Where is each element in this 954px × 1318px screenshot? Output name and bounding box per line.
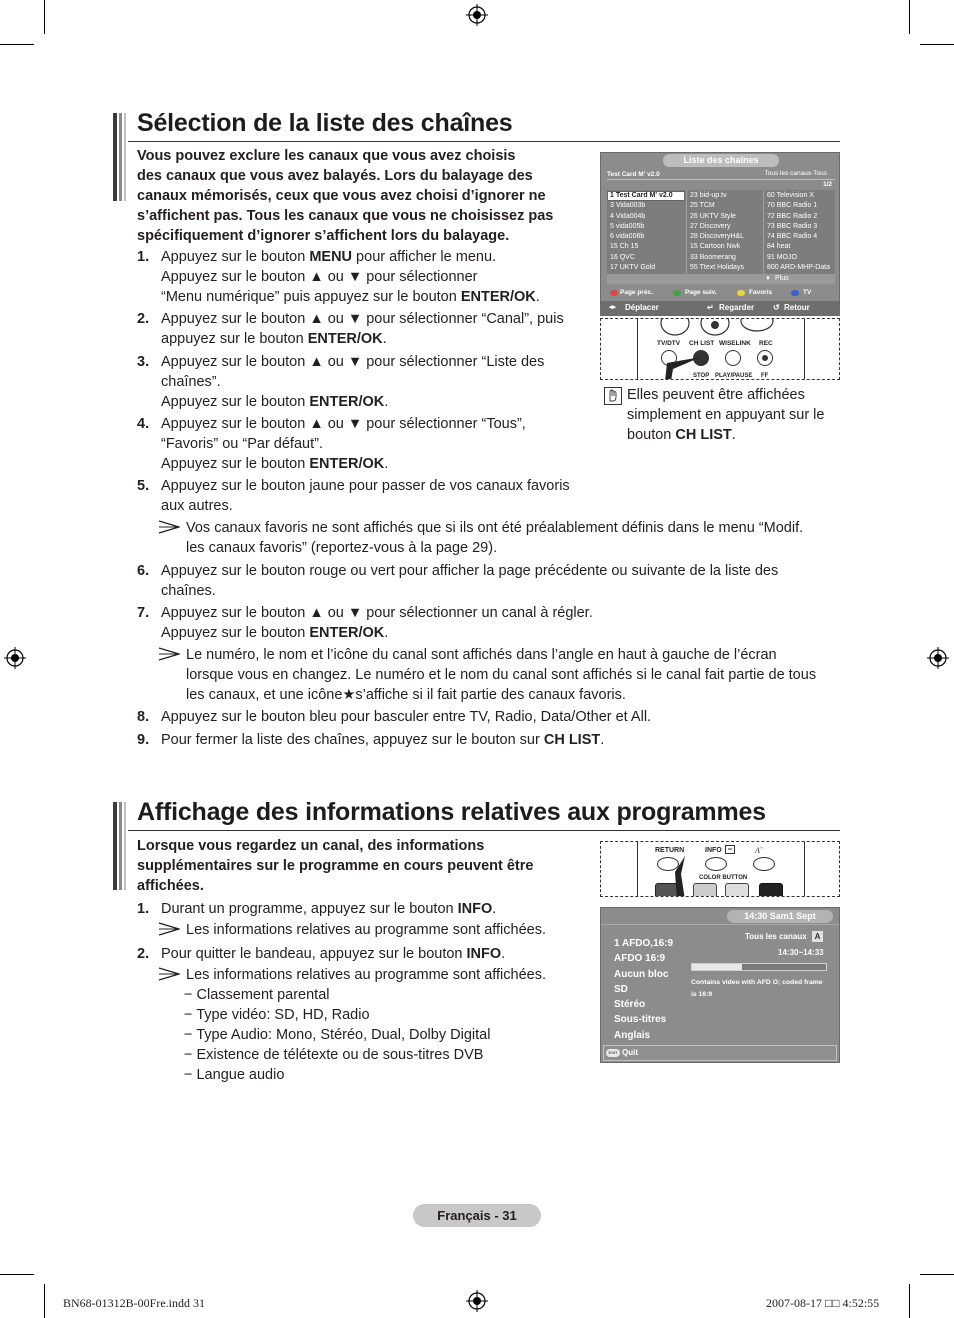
intro-line: des canaux que vous avez balayés. Lors du balayage des	[137, 168, 533, 184]
column-divider	[686, 190, 687, 274]
channel-item[interactable]: 3 Vida003b	[610, 202, 646, 210]
channel-item[interactable]: 28 DiscoveryH&L	[690, 233, 745, 241]
section-rule	[128, 141, 840, 142]
color-key-label: Page suiv.	[685, 289, 717, 296]
channel-item[interactable]: 26 UKTV Style	[690, 212, 736, 220]
step-text: .	[535, 289, 540, 305]
detail-line: AFDO 16:9	[614, 953, 666, 965]
program-progress-track	[691, 963, 827, 971]
section-intro	[137, 836, 533, 896]
banner-footer	[603, 1045, 837, 1061]
note-text: Les informations relatives au programme sont affichées.	[186, 967, 546, 983]
banner-time-slot: 14:30~14:33	[778, 948, 824, 957]
side-note-text: simplement en appuyant sur le	[627, 407, 825, 423]
intro-line: affichées.	[137, 878, 204, 894]
step-text: .	[501, 946, 506, 962]
step-text: .	[384, 456, 389, 472]
nav-bar	[601, 301, 839, 315]
channel-item[interactable]: 91 MOJO	[767, 253, 797, 261]
remote-body-edge	[804, 841, 805, 897]
section-marker-bars	[113, 802, 127, 890]
side-note-text: bouton	[627, 427, 676, 443]
intro-line: s’affichent pas. Tous les canaux que vous ne choisissez pas	[137, 208, 554, 224]
note-arrow-icon	[158, 966, 180, 982]
banner-list-mode: Tous les canaux	[745, 932, 807, 941]
remote-label: COLOR BUTTON	[699, 875, 748, 881]
intro-line: Vous pouvez exclure les canaux que vous avez choisis	[137, 148, 516, 164]
list-item: − Langue audio	[184, 1067, 285, 1083]
channel-item[interactable]: 15 Ch 15	[610, 243, 639, 251]
crop-mark	[0, 1274, 34, 1275]
pointing-hand-icon	[673, 856, 693, 897]
channel-item[interactable]: 55 Ttext Holidays	[690, 264, 744, 272]
anynet-button[interactable]	[753, 857, 775, 871]
note-text: les canaux, et une icône★s’affiche si il fait partie des canaux favoris.	[186, 687, 626, 703]
channel-item[interactable]: 72 BBC Radio 2	[767, 212, 818, 220]
crop-mark	[920, 1274, 954, 1275]
green-color-button[interactable]	[693, 883, 717, 897]
yellow-key-icon	[737, 290, 745, 296]
step-number: 3.	[137, 354, 150, 370]
chevron-down-icon: ▼	[765, 276, 771, 282]
header-current-channel: Test Card M' v2.0	[607, 171, 660, 178]
side-note-text: .	[731, 427, 736, 443]
step-text: .	[384, 394, 389, 410]
note-arrow-icon	[158, 646, 180, 662]
header-list-mode: Tous les canaux-Tous	[764, 170, 827, 177]
detail-line: 1 AFDO,16:9	[614, 938, 674, 949]
color-key-label: Favoris	[749, 289, 773, 296]
button-name: ENTER/OK	[307, 331, 383, 347]
nav-label: Regarder	[719, 303, 755, 312]
list-item: − Existence de télétexte ou de sous-titres DVB	[184, 1047, 484, 1063]
step-number: 6.	[137, 563, 150, 579]
registration-mark-icon	[466, 1290, 488, 1312]
channel-item[interactable]: 5 vida005b	[610, 222, 645, 230]
step-text: “Menu numérique” puis appuyez sur le bouton	[161, 289, 461, 305]
remote-body-edge	[804, 318, 805, 380]
remote-label: FF	[761, 373, 769, 379]
crop-mark	[44, 1284, 45, 1318]
blue-color-button[interactable]	[759, 883, 783, 897]
channel-column	[690, 191, 744, 273]
step-text: pour afficher le menu.	[352, 249, 497, 265]
step-text: .	[382, 331, 387, 347]
button-name: INFO	[466, 946, 502, 962]
step-text: appuyez sur le bouton	[161, 331, 308, 347]
list-item: − Type vidéo: SD, HD, Radio	[184, 1007, 370, 1023]
column-divider	[763, 190, 764, 274]
rec-dot-icon	[762, 355, 768, 361]
more-label: Plus	[775, 275, 789, 282]
button-name: MENU	[309, 249, 353, 265]
channel-item[interactable]: 15 Cartoon Nwk	[690, 243, 741, 251]
note-text: lorsque vous en changez. Le numéro et le nom du canal sont affichés si le canal fait partie de tous	[186, 667, 817, 683]
detail-line: SD	[614, 983, 628, 995]
button-name: ENTER/OK	[460, 289, 536, 305]
button-name: CH LIST	[543, 732, 601, 748]
step-text: Appuyez sur le bouton jaune pour passer de vos canaux favoris	[161, 478, 570, 494]
remote-label: PLAY/PAUSE	[715, 373, 753, 379]
step-text: Appuyez sur le bouton ▲ ou ▼ pour sélectionner “Tous”,	[161, 416, 526, 432]
list-item: − Classement parental	[184, 987, 330, 1003]
step-number: 2.	[137, 311, 150, 327]
step-text: Pour fermer la liste des chaînes, appuyez sur le bouton sur	[161, 732, 544, 748]
channel-item[interactable]: 60 Television X	[767, 192, 814, 199]
remote-buttons-icon	[641, 318, 801, 339]
channel-item[interactable]: 17 UKTV Gold	[610, 264, 656, 272]
side-note-text: Elles peuvent être affichées	[627, 387, 805, 403]
nav-label: Déplacer	[625, 303, 659, 312]
step-number: 1.	[137, 249, 150, 265]
page-number-badge: Français - 31	[413, 1204, 541, 1227]
step-number: 8.	[137, 709, 150, 725]
detail-line: Aucun bloc	[614, 968, 669, 980]
channel-list-screen	[600, 152, 840, 316]
channel-item[interactable]: 4 Vida004b	[610, 212, 646, 220]
step-text: .	[384, 625, 389, 641]
green-key-icon	[673, 290, 681, 296]
nav-label: Retour	[784, 303, 810, 312]
note-text: Vos canaux favoris ne sont affichés que si ils ont été préalablement définis dans le menu “Modif.	[186, 520, 804, 536]
note-arrow-icon	[158, 519, 180, 535]
remote-label: WISELINK	[719, 340, 751, 347]
list-item: − Type Audio: Mono, Stéréo, Dual, Dolby Digital	[184, 1027, 491, 1043]
crop-mark	[44, 0, 45, 34]
return-icon: ↺	[773, 303, 780, 312]
header-divider	[607, 179, 835, 180]
channel-column	[610, 191, 673, 273]
channel-column	[767, 191, 830, 273]
step-text: .	[600, 732, 605, 748]
note-text: Les informations relatives au programme sont affichées.	[186, 922, 546, 938]
info-button[interactable]	[705, 857, 727, 871]
file-slug: BN68-01312B-00Fre.indd 31	[63, 1296, 205, 1310]
registration-mark-icon	[466, 4, 488, 26]
step-text: Appuyez sur le bouton ▲ ou ▼ pour sélectionner “Canal”, puis	[161, 311, 564, 327]
remote-illustration	[600, 318, 840, 380]
intro-line: spécifiquement d’ignorer s’affichent lors du balayage.	[137, 228, 510, 244]
side-note	[627, 385, 824, 445]
section-title: Affichage des informations relatives aux programmes	[137, 798, 766, 826]
info-button-icon	[725, 845, 735, 854]
yellow-color-button[interactable]	[725, 883, 749, 897]
registration-mark-icon	[927, 647, 949, 669]
red-key-icon	[610, 290, 618, 296]
note-arrow-icon	[158, 921, 180, 937]
description-line: is 16:9	[691, 991, 713, 998]
step-text: Durant un programme, appuyez sur le bouton	[161, 901, 458, 917]
program-progress-fill	[692, 964, 742, 970]
channel-item[interactable]: 33 Boomerang	[690, 253, 736, 261]
step-text: Appuyez sur le bouton ▲ ou ▼ pour sélectionner un canal à régler.	[161, 605, 593, 621]
button-name: ENTER/OK	[309, 456, 385, 472]
section-rule	[128, 830, 840, 831]
channel-item[interactable]: 27 Discovery	[690, 222, 731, 230]
program-info-banner	[600, 907, 840, 1063]
enter-icon: ↵	[707, 303, 714, 312]
channel-item[interactable]: 70 BBC Radio 1	[767, 202, 818, 210]
channel-item[interactable]: 84 heat	[767, 243, 791, 251]
blue-key-icon	[791, 290, 799, 296]
channel-item[interactable]: 25 TCM	[690, 202, 715, 210]
step-text: Pour quitter le bandeau, appuyez sur le bouton	[161, 946, 467, 962]
note-text: Le numéro, le nom et l’icône du canal sont affichés dans l’angle en haut à gauche de l’écran	[186, 647, 777, 663]
crop-mark	[0, 44, 34, 45]
remote-illustration	[600, 841, 840, 897]
step-text: Appuyez sur le bouton ▲ ou ▼ pour sélectionner	[161, 269, 478, 285]
section-title: Sélection de la liste des chaînes	[137, 109, 513, 137]
button-name: ENTER/OK	[309, 394, 385, 410]
more-button[interactable]	[607, 274, 835, 284]
channel-item[interactable]: 6 vida006b	[610, 233, 645, 241]
remote-label: REC	[759, 340, 773, 347]
step-text: “Favoris” ou “Par défaut”.	[161, 436, 323, 452]
remote-label: STOP	[693, 373, 710, 379]
color-key-label: Page préc.	[620, 289, 653, 296]
page-indicator: 1/2	[822, 181, 832, 188]
step-number: 1.	[137, 901, 150, 917]
remote-label: TV/DTV	[657, 340, 681, 347]
note-text: les canaux favoris” (reportez-vous à la page 29).	[186, 540, 498, 556]
exit-key-icon: EXIT	[606, 1049, 620, 1057]
description-line: Contains video with AFD O; coded frame	[691, 979, 823, 986]
step-number: 9.	[137, 732, 150, 748]
rec-button[interactable]	[757, 350, 773, 366]
remote-label: CH LIST	[689, 340, 715, 347]
step-text: Appuyez sur le bouton bleu pour basculer entre TV, Radio, Data/Other et All.	[161, 709, 652, 725]
step-number: 4.	[137, 416, 150, 432]
crop-mark	[909, 0, 910, 34]
list-badge: A	[812, 931, 823, 942]
channel-item[interactable]: 16 QVC	[610, 253, 635, 261]
crop-mark	[920, 44, 954, 45]
step-text: chaînes”.	[161, 374, 221, 390]
button-name: ENTER/OK	[309, 625, 385, 641]
channel-item[interactable]: 1 Test Card M' v2.0	[610, 192, 673, 199]
section-marker-bars	[113, 113, 127, 201]
wiselink-button[interactable]	[725, 350, 741, 366]
remote-body-edge	[637, 841, 638, 897]
program-description	[691, 977, 823, 1001]
remote-label: RETURN	[655, 847, 685, 854]
detail-line: Sous-titres	[614, 1014, 667, 1026]
channel-item[interactable]: 74 BBC Radio 4	[767, 233, 818, 241]
remote-label: INFO	[705, 847, 722, 854]
step-number: 7.	[137, 605, 150, 621]
step-text: Appuyez sur le bouton	[161, 394, 310, 410]
color-key-label: TV	[803, 289, 812, 296]
step-text: Appuyez sur le bouton	[161, 249, 310, 265]
date-slug: 2007-08-17 □□ 4:52:55	[766, 1296, 880, 1310]
section-intro	[137, 146, 553, 246]
color-key-bar	[607, 287, 835, 299]
anynet-logo: A+	[755, 846, 764, 855]
channel-item[interactable]: 73 BBC Radio 3	[767, 222, 818, 230]
channel-list-title: Liste des chaînes	[663, 154, 779, 167]
banner-details	[614, 936, 673, 1043]
intro-line: supplémentaires sur le programme en cours peuvent être	[137, 858, 534, 874]
step-text: Appuyez sur le bouton	[161, 456, 310, 472]
step-text: aux autres.	[161, 498, 233, 514]
move-arrows-icon: ◂▸	[609, 304, 617, 311]
remote-body-edge	[637, 318, 638, 380]
button-name: INFO	[457, 901, 493, 917]
channel-item[interactable]: 23 bid-up.tv	[690, 192, 727, 199]
step-text: Appuyez sur le bouton rouge ou vert pour afficher la page précédente ou suivante de la liste des	[161, 563, 779, 579]
banner-clock: 14:30 Sam1 Sept	[727, 910, 833, 923]
hand-note-icon	[604, 387, 622, 405]
detail-line: Anglais	[614, 1029, 651, 1041]
channel-item[interactable]: 800 ARD-MHP-Data	[767, 264, 831, 272]
step-number: 5.	[137, 478, 150, 494]
step-text: Appuyez sur le bouton	[161, 625, 310, 641]
step-text: Appuyez sur le bouton ▲ ou ▼ pour sélectionner “Liste des	[161, 354, 545, 370]
detail-line: Stéréo	[614, 999, 646, 1011]
step-text: .	[492, 901, 497, 917]
crop-mark	[909, 1284, 910, 1318]
button-name: CH LIST	[675, 427, 732, 443]
step-number: 2.	[137, 946, 150, 962]
registration-mark-icon	[4, 647, 26, 669]
banner-divider	[601, 924, 839, 925]
step-text: chaînes.	[161, 583, 216, 599]
intro-line: canaux mémorisés, ceux que vous avez choisi d’ignorer ne	[137, 188, 546, 204]
intro-line: Lorsque vous regardez un canal, des informations	[137, 838, 485, 854]
exit-label[interactable]: Quit	[622, 1048, 638, 1057]
